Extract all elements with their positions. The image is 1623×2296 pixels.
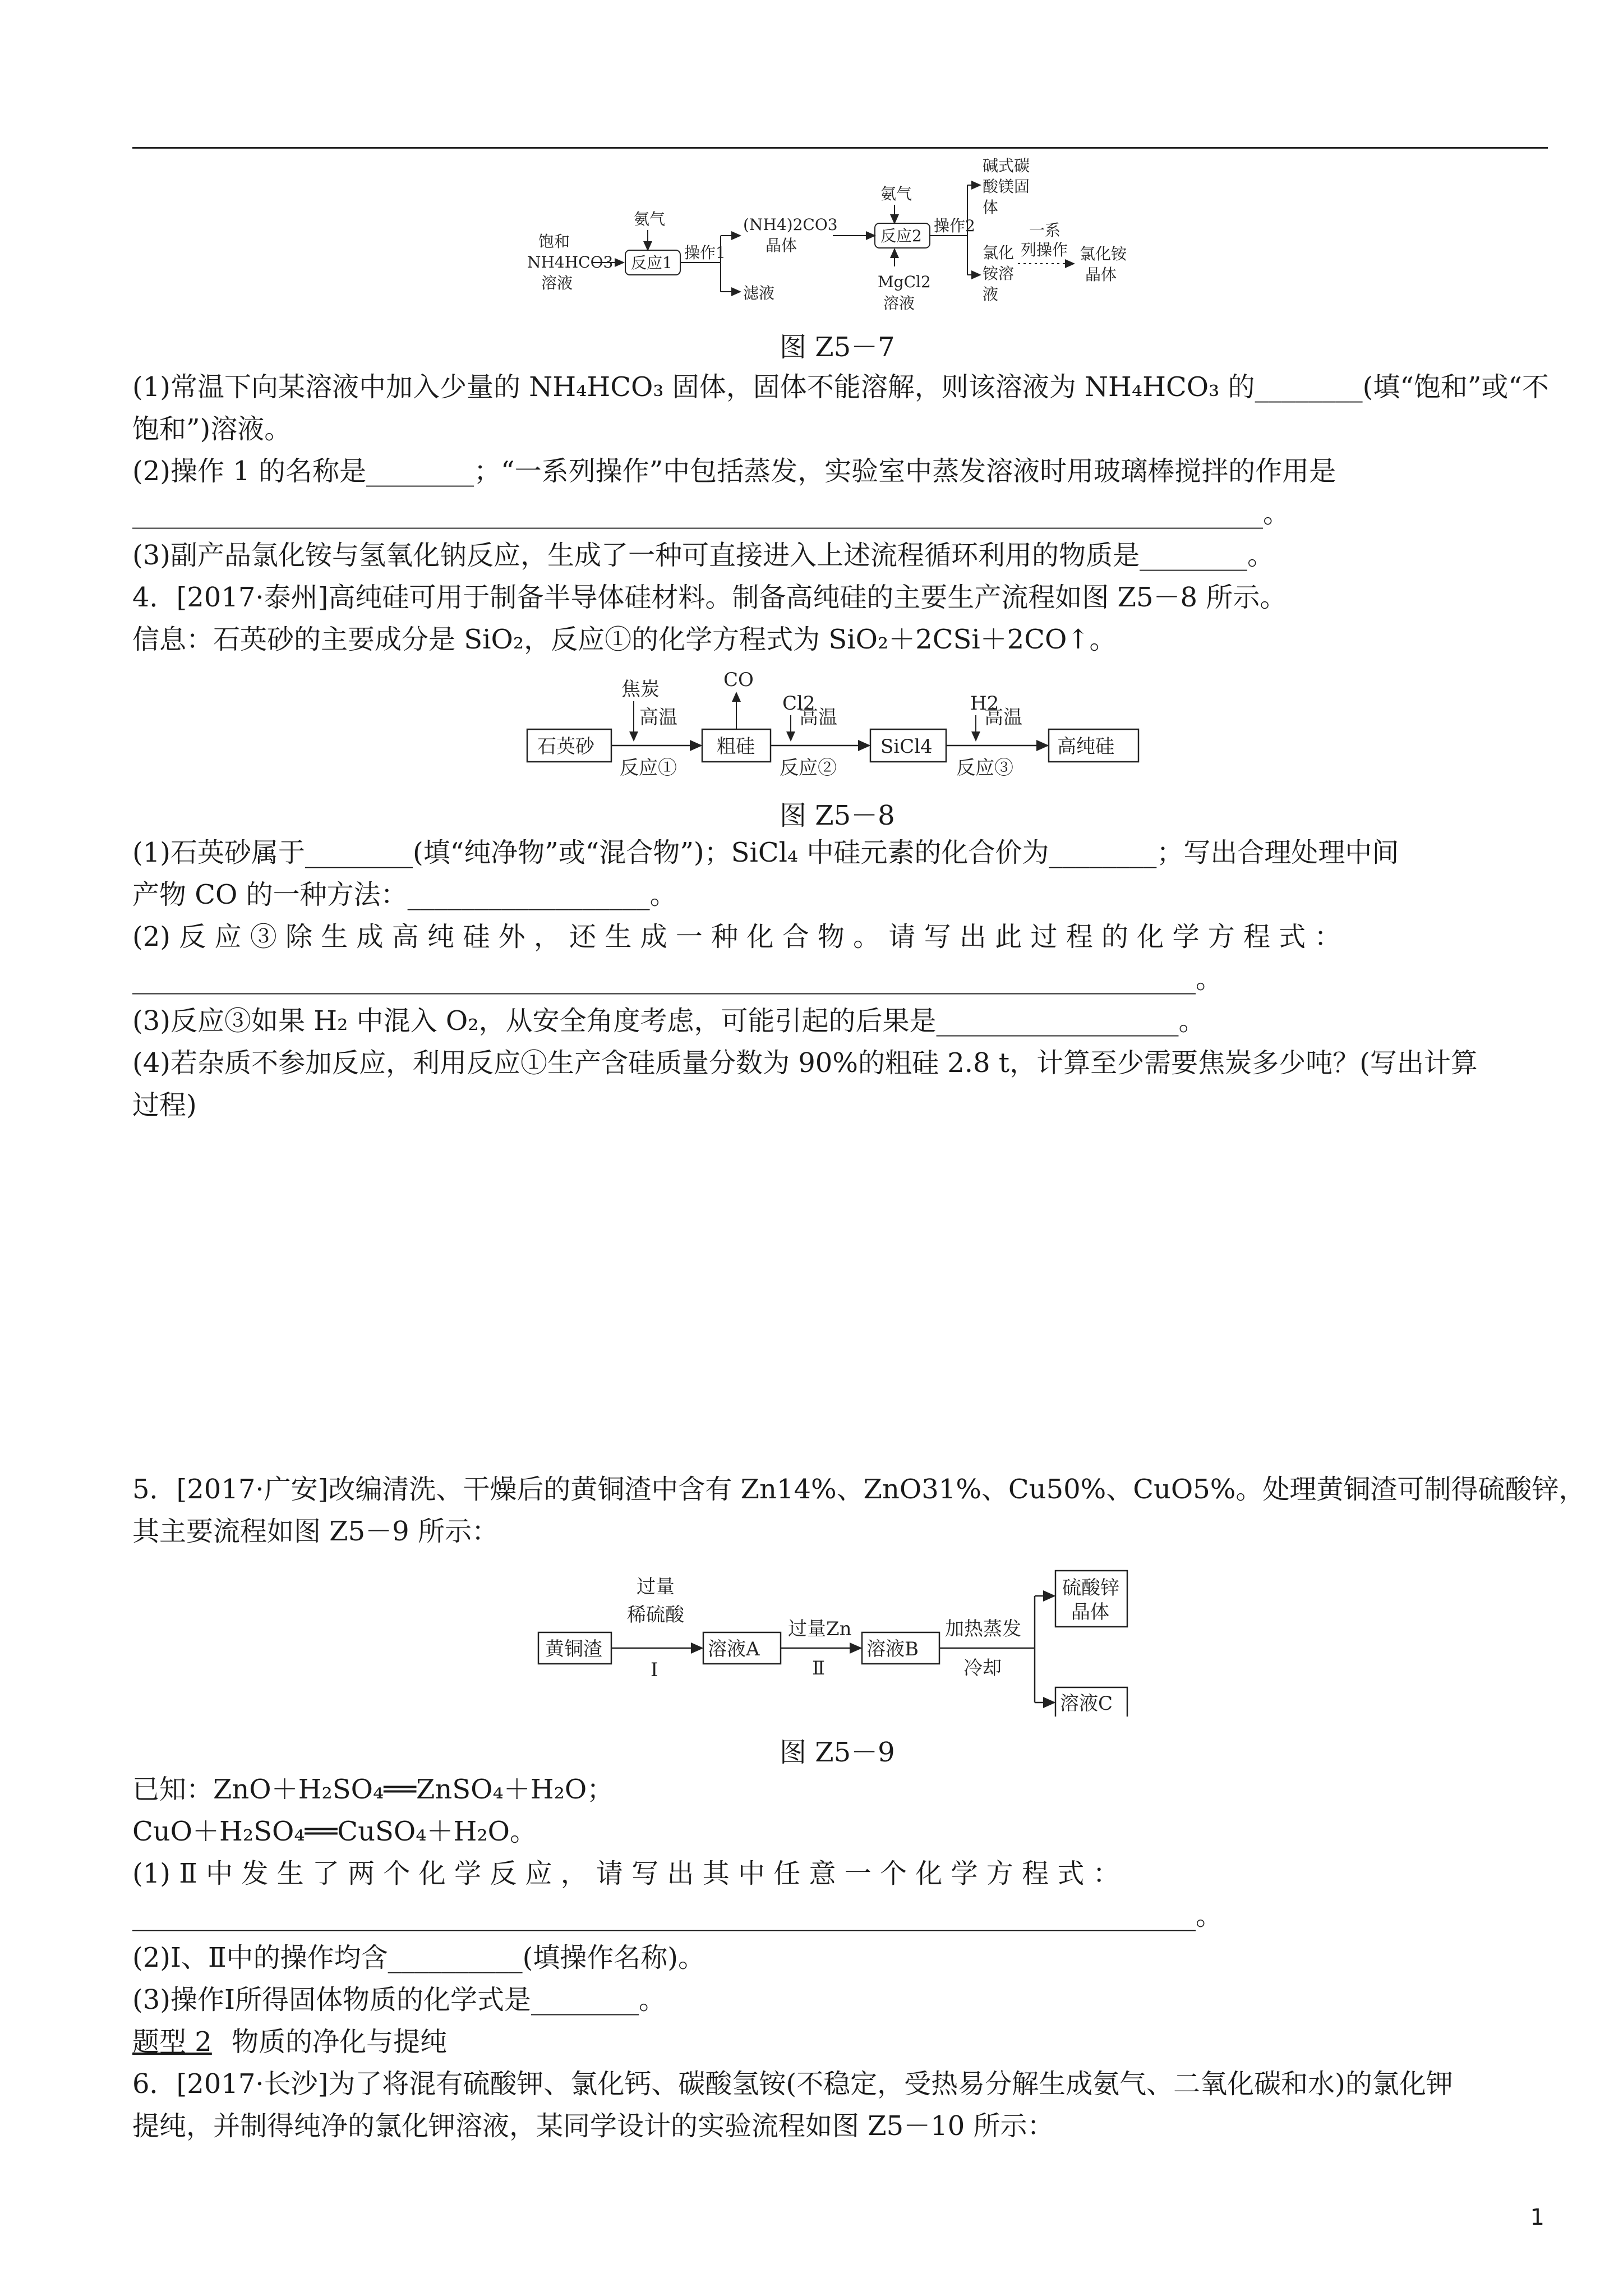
q6-line-a: 6．[2017·长沙]为了将混有硫酸钾、氯化钙、碳酸氢铵(不稳定，受热易分解生成氨气、二氧化碳和水)的氯化钾: [132, 2068, 1453, 2100]
type-2-label: 题型 2: [132, 2026, 212, 2058]
q3-1-line-a: (1)常温下向某溶液中加入少量的 NH₄HCO₃ 固体，固体不能溶解，则该溶液为 NH₄HCO₃ 的________(填“饱和”或“不: [132, 371, 1549, 403]
fig7-input-1: 饱和: [538, 232, 570, 251]
q3-2-line-a: (2)操作 1 的名称是________；“一系列操作”中包括蒸发，实验室中蒸发溶液时用玻璃棒搅拌的作用是: [132, 455, 1336, 487]
q5-2: (2)Ⅰ、Ⅱ中的操作均含__________(填操作名称)。: [132, 1942, 706, 1973]
fig9-dilute-acid: 稀硫酸: [627, 1604, 684, 1626]
fig8-box-sicl4: SiCl4: [880, 735, 933, 758]
fig9-zinc-sulfate: 硫酸锌: [1062, 1577, 1119, 1599]
fig7-reagent-1: 氨气: [634, 210, 666, 228]
fig8-reaction-1: 反应①: [620, 757, 677, 779]
fig7-output-1a: 碱式碳: [983, 157, 1030, 175]
fig7-output-1c: 体: [983, 198, 999, 217]
fig8-reaction-3: 反应③: [956, 757, 1013, 779]
figure-z5-9-caption: 图 Z5－9: [780, 1737, 895, 1768]
fig8-cond-1: 高温: [639, 706, 677, 729]
q6-line-b: 提纯，并制得纯净的氯化钾溶液，某同学设计的实验流程如图 Z5－10 所示：: [132, 2110, 1054, 2142]
fig7-chloride-c: 液: [983, 285, 999, 303]
fig8-co: CO: [723, 669, 754, 691]
fig9-step-1: Ⅰ: [651, 1659, 658, 1681]
page-number: 1: [1530, 2205, 1544, 2230]
q3-3: (3)副产品氯化铵与氢氧化钠反应，生成了一种可直接进入上述流程循环利用的物质是________。: [132, 540, 1274, 571]
fig9-crystal: 晶体: [1071, 1601, 1109, 1623]
fig9-box-brass-slag: 黄铜渣: [545, 1638, 602, 1660]
fig7-product-1b: 晶体: [766, 236, 797, 255]
q4-2-line-a: (2) 反 应 ③ 除 生 成 高 纯 硅 外 ， 还 生 成 一 种 化 合 物 。 请 写 出 此 过 程 的 化 学 方 程 式 ：: [132, 921, 1341, 953]
fig8-cond-3: 高温: [984, 706, 1022, 729]
fig8-cl2: Cl2: [782, 692, 815, 715]
known-eq-1: 已知：ZnO＋H₂SO₄══ZnSO₄＋H₂O；: [132, 1774, 614, 1805]
fig9-heat-evaporate: 加热蒸发: [945, 1618, 1021, 1640]
fig7-chloride-b: 铵溶: [983, 264, 1015, 283]
figure-z5-8-caption: 图 Z5－8: [780, 800, 895, 831]
fig7-filtrate: 滤液: [743, 284, 775, 302]
fig7-chloride-a: 氯化: [983, 243, 1015, 262]
type-2-heading: [132, 2025, 447, 2059]
fig8-box-quartz: 石英砂: [537, 735, 594, 758]
q5-3: (3)操作Ⅰ所得固体物质的化学式是________。: [132, 1984, 666, 2016]
fig7-box-1: 反应1: [631, 254, 672, 272]
fig7-op-1: 操作1: [684, 243, 726, 262]
q4-4-line-b: 过程): [132, 1089, 197, 1121]
fig8-box-crude-si: 粗硅: [717, 735, 755, 758]
top-rule: [132, 147, 1548, 149]
figure-z5-8: [522, 665, 1150, 788]
q4-4-line-a: (4)若杂质不参加反应，利用反应①生产含硅质量分数为 90%的粗硅 2.8 t，计算至少需要焦炭多少吨？(写出计算: [132, 1047, 1478, 1079]
fig9-box-solution-b: 溶液B: [866, 1638, 919, 1660]
fig7-box-2: 反应2: [880, 227, 922, 245]
fig8-coke: 焦炭: [621, 678, 660, 701]
q3-1-line-b: 饱和”)溶液。: [132, 413, 292, 445]
figure-z5-9: [533, 1565, 1150, 1717]
fig9-excess: 过量: [637, 1576, 675, 1598]
type-2-title: 物质的净化与提纯: [232, 2026, 448, 2058]
fig7-mgcl2: MgCl2: [878, 273, 931, 291]
fig7-final-a: 氯化铵: [1080, 245, 1127, 263]
q3-2-line-b: ____________________________________________________________________________________。: [132, 498, 1290, 529]
fig7-product-1a: (NH4)2CO3: [743, 215, 838, 234]
fig7-input-3: 溶液: [541, 274, 573, 292]
q4-3: (3)反应③如果 H₂ 中混入 O₂，从安全角度考虑，可能引起的后果是__________________。: [132, 1005, 1206, 1037]
q4-title: 4．[2017·泰州]高纯硅可用于制备半导体硅材料。制备高纯硅的主要生产流程如图 Z5－8 所示。: [132, 582, 1287, 613]
fig9-box-solution-a: 溶液A: [708, 1638, 760, 1660]
fig9-cooling: 冷却: [963, 1657, 1002, 1680]
q4-info: 信息：石英砂的主要成分是 SiO₂，反应①的化学方程式为 SiO₂＋2CSi＋2CO↑。: [132, 624, 1117, 655]
fig7-series-b: 列操作: [1021, 241, 1068, 259]
figure-z5-7: [527, 151, 1200, 320]
fig7-input-2: NH4HCO3: [527, 253, 614, 272]
fig7-output-1b: 酸镁固: [983, 177, 1030, 196]
q4-1-line-b: 产物 CO 的一种方法：__________________。: [132, 879, 677, 910]
q4-1-line-a: (1)石英砂属于________(填“纯净物”或“混合物”)；SiCl₄ 中硅元素的化合价为________；写出合理处理中间: [132, 837, 1399, 868]
fig7-series-a: 一系: [1029, 221, 1061, 240]
fig7-op-2: 操作2: [934, 217, 975, 235]
fig9-box-solution-c: 溶液C: [1060, 1692, 1113, 1715]
figure-z5-7-caption: 图 Z5－7: [780, 332, 895, 363]
fig7-final-b: 晶体: [1085, 265, 1117, 284]
fig8-cond-2: 高温: [799, 706, 837, 729]
fig8-reaction-2: 反应②: [780, 757, 837, 779]
fig7-reagent-2: 氨气: [880, 185, 912, 203]
q5-1-line-b: _______________________________________________________________________________。: [132, 1900, 1223, 1931]
q5-1-line-a: (1) Ⅱ 中 发 生 了 两 个 化 学 反 应 ， 请 写 出 其 中 任 意 一 个 化 学 方 程 式 ：: [132, 1858, 1120, 1889]
fig7-mgcl2-solution: 溶液: [883, 294, 915, 312]
fig9-excess-zn: 过量Zn: [788, 1618, 852, 1640]
fig8-box-pure-si: 高纯硅: [1057, 735, 1114, 758]
q5-line-a: 5．[2017·广安]改编清洗、干燥后的黄铜渣中含有 Zn14%、ZnO31%、Cu50%、CuO5%。处理黄铜渣可制得硫酸锌，: [132, 1474, 1586, 1505]
known-eq-2: CuO＋H₂SO₄══CuSO₄＋H₂O。: [132, 1816, 537, 1847]
q5-line-b: 其主要流程如图 Z5－9 所示：: [132, 1516, 499, 1547]
q4-2-line-b: _______________________________________________________________________________。: [132, 963, 1223, 995]
fig9-step-2: Ⅱ: [812, 1657, 826, 1680]
fig8-h2: H2: [970, 692, 999, 715]
